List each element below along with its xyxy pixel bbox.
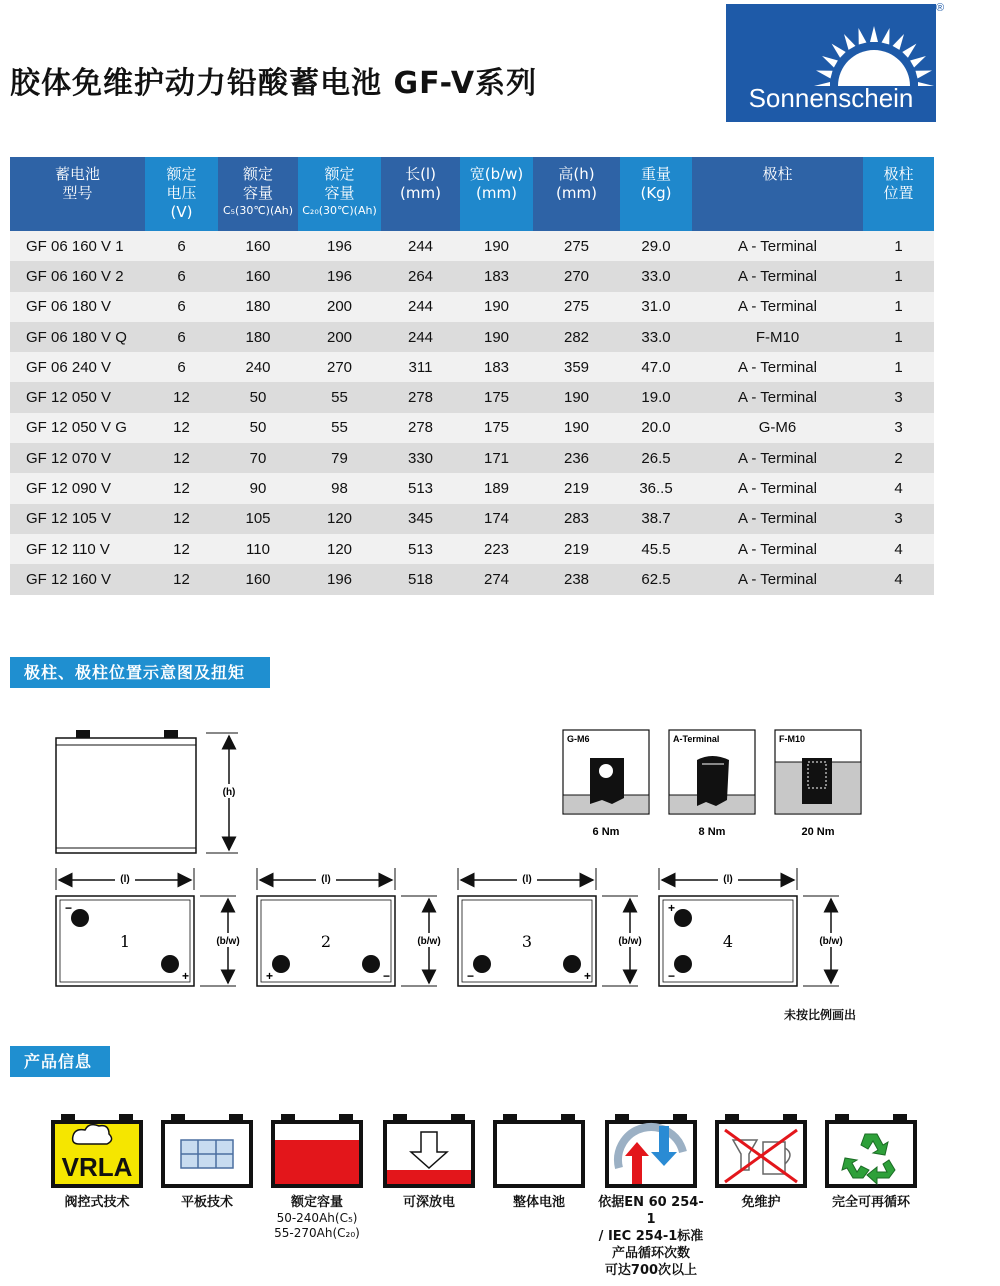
table-cell: 244: [381, 231, 460, 261]
table-cell: 55: [298, 382, 381, 412]
table-cell: 278: [381, 413, 460, 443]
table-cell: 12: [145, 473, 218, 503]
column-header: [10, 157, 145, 231]
table-cell: 223: [460, 534, 533, 564]
header-text: 额定: [242, 165, 273, 183]
table-cell: 2: [863, 443, 934, 473]
table-cell: GF 12 105 V: [10, 504, 145, 534]
feature-label: 平板技术: [180, 1195, 233, 1210]
table-cell: 6: [145, 352, 218, 382]
height-label: (h): [222, 787, 236, 798]
battery-side-view: [56, 730, 196, 853]
table-cell: 12: [145, 443, 218, 473]
feature-monobloc: [484, 1112, 594, 1211]
table-cell: A - Terminal: [692, 352, 863, 382]
feature-vrla: [42, 1112, 152, 1211]
column-header: [533, 157, 620, 231]
header-text: 蓄电池: [54, 165, 100, 183]
torque-value: 20 Nm: [801, 826, 835, 838]
header-text: (mm): [400, 184, 441, 202]
header-text: 容量: [242, 184, 273, 202]
flat-plate-icon: [161, 1112, 253, 1188]
feature-label: 免维护: [741, 1195, 781, 1210]
table-row: [10, 473, 934, 503]
table-cell: 1: [863, 292, 934, 322]
table-cell: 6: [145, 231, 218, 261]
table-row: [10, 292, 934, 322]
table-cell: 171: [460, 443, 533, 473]
negative-terminal: [362, 955, 380, 973]
table-row: [10, 322, 934, 352]
plus-sign: +: [668, 901, 676, 915]
table-cell: 330: [381, 443, 460, 473]
table-cell: 518: [381, 564, 460, 594]
table-cell: 12: [145, 534, 218, 564]
header-text: 容量: [324, 184, 355, 202]
width-label: (b/w): [216, 936, 240, 947]
table-cell: 6: [145, 292, 218, 322]
feature-label: 完全可再循环: [831, 1195, 910, 1210]
table-cell: A - Terminal: [692, 382, 863, 412]
minus-sign: −: [668, 969, 676, 983]
table-cell: 36..5: [620, 473, 692, 503]
feature-sub: 产品循环次数: [611, 1246, 690, 1261]
header-text: 额定: [166, 165, 197, 183]
page-title: 胶体免维护动力铅酸蓄电池 GF-V系列: [10, 66, 538, 101]
table-cell: 183: [460, 261, 533, 291]
table-cell: 160: [218, 261, 298, 291]
column-header: [381, 157, 460, 231]
table-cell: GF 12 050 V G: [10, 413, 145, 443]
table-cell: 12: [145, 504, 218, 534]
monobloc-icon: [493, 1112, 585, 1188]
position-number: 1: [119, 932, 131, 951]
column-header: [218, 157, 298, 231]
header-text: (Kg): [640, 184, 672, 202]
table-cell: 200: [298, 322, 381, 352]
table-cell: 12: [145, 564, 218, 594]
scale-note: 未按比例画出: [784, 1008, 857, 1022]
table-cell: 278: [381, 382, 460, 412]
table-cell: GF 06 160 V 2: [10, 261, 145, 291]
table-cell: 1: [863, 352, 934, 382]
table-cell: GF 12 110 V: [10, 534, 145, 564]
table-cell: 190: [533, 382, 620, 412]
terminal-diagram: [0, 700, 1000, 1030]
table-cell: F-M10: [692, 322, 863, 352]
table-cell: 50: [218, 413, 298, 443]
column-header: [145, 157, 218, 231]
feature-sub: 可达700次以上: [604, 1263, 698, 1278]
table-cell: GF 06 180 V: [10, 292, 145, 322]
table-row: [10, 443, 934, 473]
vrla-badge: VRLA: [61, 1152, 133, 1182]
position-view-3: [458, 868, 647, 986]
table-cell: 6: [145, 261, 218, 291]
table-cell: 513: [381, 534, 460, 564]
minus-sign: −: [65, 901, 73, 915]
recycle-icon: [825, 1112, 917, 1188]
table-row: [10, 504, 934, 534]
table-cell: A - Terminal: [692, 261, 863, 291]
length-label: (l): [522, 874, 532, 885]
table-cell: 180: [218, 322, 298, 352]
header-text: (mm): [476, 184, 517, 202]
table-cell: 3: [863, 504, 934, 534]
capacity-icon: [271, 1112, 363, 1188]
table-cell: 190: [460, 231, 533, 261]
feature-cycle-life: [596, 1112, 706, 1279]
positive-terminal: [272, 955, 290, 973]
minus-sign: −: [383, 969, 391, 983]
table-cell: 1: [863, 231, 934, 261]
table-row: [10, 534, 934, 564]
table-cell: 282: [533, 322, 620, 352]
negative-terminal: [674, 955, 692, 973]
terminal-a-terminal: [669, 730, 755, 838]
table-cell: A - Terminal: [692, 443, 863, 473]
feature-label: 额定容量: [290, 1195, 343, 1210]
table-cell: 175: [460, 413, 533, 443]
table-cell: GF 06 160 V 1: [10, 231, 145, 261]
table-row: [10, 261, 934, 291]
table-cell: 189: [460, 473, 533, 503]
table-row: [10, 231, 934, 261]
table-cell: 219: [533, 534, 620, 564]
table-cell: 4: [863, 564, 934, 594]
header-text: 电压: [166, 184, 197, 202]
table-cell: 275: [533, 292, 620, 322]
table-cell: 183: [460, 352, 533, 382]
table-row: [10, 564, 934, 594]
position-number: 4: [722, 932, 734, 951]
table-cell: GF 12 160 V: [10, 564, 145, 594]
positive-terminal: [674, 909, 692, 927]
length-label: (l): [120, 874, 130, 885]
table-cell: 513: [381, 473, 460, 503]
feature-flat-plate: [152, 1112, 262, 1211]
table-cell: 33.0: [620, 261, 692, 291]
table-cell: 274: [460, 564, 533, 594]
header-text: 型号: [62, 184, 93, 202]
position-number: 2: [320, 932, 332, 951]
table-cell: 3: [863, 382, 934, 412]
length-label: (l): [321, 874, 331, 885]
table-cell: 4: [863, 534, 934, 564]
feature-label: 整体电池: [512, 1195, 565, 1210]
header-text: C₅(30℃)(Ah): [222, 204, 294, 217]
width-label: (b/w): [819, 936, 843, 947]
table-cell: GF 06 180 V Q: [10, 322, 145, 352]
table-cell: 190: [460, 292, 533, 322]
table-cell: 200: [298, 292, 381, 322]
table-header-row: [10, 157, 934, 231]
table-cell: 120: [298, 504, 381, 534]
feature-label: 阀控式技术: [64, 1195, 130, 1210]
feature-maintenance-free: [706, 1112, 816, 1211]
table-cell: 12: [145, 382, 218, 412]
table-cell: 3: [863, 413, 934, 443]
column-header: [298, 157, 381, 231]
feature-deep-discharge: [374, 1112, 484, 1211]
table-cell: 270: [533, 261, 620, 291]
table-cell: 275: [533, 231, 620, 261]
table-cell: GF 06 240 V: [10, 352, 145, 382]
table-cell: 345: [381, 504, 460, 534]
table-cell: 270: [298, 352, 381, 382]
table-cell: 160: [218, 231, 298, 261]
terminal-name: A-Terminal: [673, 734, 720, 744]
width-label: (b/w): [618, 936, 642, 947]
feature-label: 依据EN 60 254-1: [598, 1195, 704, 1227]
header-text: (V): [170, 203, 193, 221]
table-row: [10, 352, 934, 382]
table-cell: 359: [533, 352, 620, 382]
table-cell: 244: [381, 292, 460, 322]
terminal-f-m10: [775, 730, 861, 838]
minus-sign: −: [467, 969, 475, 983]
torque-value: 8 Nm: [698, 826, 726, 838]
position-number: 3: [521, 932, 533, 951]
table-cell: 196: [298, 261, 381, 291]
positive-terminal: [563, 955, 581, 973]
section-product-info: 产品信息: [10, 1046, 110, 1077]
table-cell: 1: [863, 322, 934, 352]
column-header: [692, 157, 863, 231]
table-cell: 31.0: [620, 292, 692, 322]
torque-value: 6 Nm: [592, 826, 620, 838]
deep-discharge-icon: [383, 1112, 475, 1188]
feature-sub: 50-240Ah(C₅): [276, 1211, 358, 1225]
table-cell: 29.0: [620, 231, 692, 261]
header-text: 宽(b/w): [469, 165, 524, 183]
feature-sub: 55-270Ah(C₂₀): [274, 1226, 360, 1240]
table-cell: 1: [863, 261, 934, 291]
header-text: 极柱: [883, 165, 914, 183]
brand-name: Sonnenschein: [748, 83, 914, 113]
table-cell: 110: [218, 534, 298, 564]
header-text: 极柱: [762, 165, 793, 183]
table-cell: 70: [218, 443, 298, 473]
plus-sign: +: [584, 969, 592, 983]
table-cell: 238: [533, 564, 620, 594]
column-header: [620, 157, 692, 231]
table-cell: 190: [533, 413, 620, 443]
table-cell: 160: [218, 564, 298, 594]
terminal-g-m6: [563, 730, 649, 838]
table-cell: 98: [298, 473, 381, 503]
table-cell: 62.5: [620, 564, 692, 594]
section-terminal-diagram: 极柱、极柱位置示意图及扭矩: [10, 657, 270, 688]
table-cell: 120: [298, 534, 381, 564]
feature-capacity: [262, 1112, 372, 1241]
plus-sign: +: [182, 969, 190, 983]
header-text: 重量: [640, 165, 671, 183]
header-text: 长(l): [405, 165, 436, 183]
table-cell: GF 12 050 V: [10, 382, 145, 412]
table-cell: A - Terminal: [692, 564, 863, 594]
table-cell: A - Terminal: [692, 504, 863, 534]
column-header: [863, 157, 934, 231]
table-cell: 19.0: [620, 382, 692, 412]
table-cell: 38.7: [620, 504, 692, 534]
negative-terminal: [473, 955, 491, 973]
table-cell: 196: [298, 231, 381, 261]
position-view-1: [56, 868, 245, 986]
table-cell: 4: [863, 473, 934, 503]
table-cell: 45.5: [620, 534, 692, 564]
table-cell: 33.0: [620, 322, 692, 352]
table-cell: 196: [298, 564, 381, 594]
cycle-icon: [605, 1112, 697, 1188]
table-cell: GF 12 070 V: [10, 443, 145, 473]
header-text: 高(h): [558, 165, 595, 183]
registered-mark: ®: [936, 2, 945, 14]
table-cell: 219: [533, 473, 620, 503]
length-label: (l): [723, 874, 733, 885]
positive-terminal: [161, 955, 179, 973]
maintenance-free-icon: [715, 1112, 807, 1188]
table-cell: A - Terminal: [692, 231, 863, 261]
terminal-name: F-M10: [779, 734, 806, 744]
table-cell: 79: [298, 443, 381, 473]
header-text: 额定: [324, 165, 355, 183]
table-cell: 175: [460, 382, 533, 412]
table-cell: A - Terminal: [692, 292, 863, 322]
table-cell: 283: [533, 504, 620, 534]
position-view-4: [659, 868, 848, 986]
table-cell: 105: [218, 504, 298, 534]
table-cell: 55: [298, 413, 381, 443]
table-cell: 20.0: [620, 413, 692, 443]
negative-terminal: [71, 909, 89, 927]
table-row: [10, 382, 934, 412]
table-cell: 244: [381, 322, 460, 352]
plus-sign: +: [266, 969, 274, 983]
table-cell: A - Terminal: [692, 534, 863, 564]
vrla-icon: [51, 1112, 143, 1188]
table-cell: A - Terminal: [692, 473, 863, 503]
table-cell: 90: [218, 473, 298, 503]
table-row: [10, 413, 934, 443]
table-cell: 6: [145, 322, 218, 352]
position-view-2: [257, 868, 446, 986]
table-cell: 264: [381, 261, 460, 291]
feature-label: 可深放电: [402, 1195, 455, 1210]
header-text: C₂₀(30℃)(Ah): [302, 204, 377, 217]
table-cell: 12: [145, 413, 218, 443]
table-cell: 26.5: [620, 443, 692, 473]
terminal-name: G-M6: [567, 734, 590, 744]
header-text: (mm): [556, 184, 597, 202]
feature-recyclable: [816, 1112, 926, 1211]
table-cell: 236: [533, 443, 620, 473]
table-cell: G-M6: [692, 413, 863, 443]
table-cell: 311: [381, 352, 460, 382]
header-text: 位置: [883, 184, 914, 202]
feature-sub: / IEC 254-1标准: [598, 1229, 704, 1244]
table-cell: 240: [218, 352, 298, 382]
table-cell: 47.0: [620, 352, 692, 382]
sonnenschein-logo: [726, 4, 936, 122]
table-cell: 174: [460, 504, 533, 534]
table-cell: 50: [218, 382, 298, 412]
table-cell: 180: [218, 292, 298, 322]
width-label: (b/w): [417, 936, 441, 947]
table-cell: 190: [460, 322, 533, 352]
column-header: [460, 157, 533, 231]
spec-table: [10, 157, 934, 595]
table-cell: GF 12 090 V: [10, 473, 145, 503]
